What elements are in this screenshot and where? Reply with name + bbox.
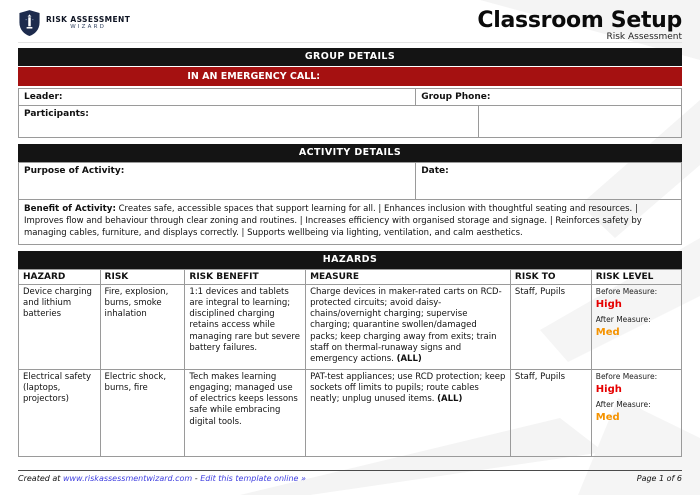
before-measure-label: Before Measure:	[595, 286, 658, 296]
site-link[interactable]: www.riskassessmentwizard.com	[62, 474, 193, 483]
group-details-header: GROUP DETAILS	[18, 48, 682, 66]
benefit-text: Creates safe, accessible spaces that support learning for all. | Enhances inclusion with thoughtful seating and resources. | Improves flow and behaviour through clear zoning and routines. | Increases efficiency with organised storage and signage. | Reinforces safety by managing cables, furniture, and displays correctly. | Supports wellbeing via lighting, ventilation, and calm aesthetics.	[24, 204, 642, 238]
col-measure: MEASURE	[306, 269, 511, 284]
risk-benefit-cell: Tech makes learning engaging; managed use of electrics keeps lessons safe while embracing digital tools.	[185, 369, 306, 456]
activity-details-header: ACTIVITY DETAILS	[18, 144, 682, 162]
risk-benefit-cell: 1:1 devices and tablets are integral to learning; disciplined charging retains access while managing rare but severe battery failures.	[185, 284, 306, 369]
emergency-call-label: IN AN EMERGENCY CALL:	[187, 71, 321, 82]
before-measure-value: High	[595, 298, 622, 310]
measure-cell	[306, 284, 511, 369]
brand-text	[46, 16, 130, 31]
col-hazard: HAZARD	[19, 269, 101, 284]
footer-created-line	[18, 474, 306, 483]
brand-logo	[18, 9, 130, 37]
risk-level-cell	[591, 284, 681, 369]
document-footer	[18, 470, 682, 483]
hazards-header: HAZARDS	[18, 251, 682, 269]
participants-label: Participants:	[19, 106, 479, 137]
hazard-cell: Electrical safety (laptops, projectors)	[19, 369, 101, 456]
leader-label: Leader:	[19, 89, 416, 105]
col-risk-benefit: RISK BENEFIT	[185, 269, 306, 284]
document-header	[18, 0, 682, 43]
table-row	[19, 369, 682, 456]
measure-all-tag: (ALL)	[396, 353, 422, 364]
activity-details-section	[18, 144, 682, 245]
risk-cell: Electric shock, burns, fire	[100, 369, 185, 456]
hazards-column-header-row	[19, 269, 682, 284]
measure-text: PAT-test appliances; use RCD protection; keep sockets off limits to pupils; route cables neatly; unplug unused items.	[310, 371, 506, 405]
emergency-call-bar	[18, 67, 682, 86]
risk-level-cell	[591, 369, 681, 456]
benefit-row	[18, 200, 682, 245]
purpose-label: Purpose of Activity:	[19, 163, 416, 199]
edit-template-link[interactable]: Edit this template online »	[200, 474, 306, 483]
risk-to-cell: Staff, Pupils	[510, 284, 591, 369]
brand-subname: WIZARD	[70, 24, 107, 31]
page-number: Page 1 of 6	[636, 474, 682, 483]
before-measure-value: High	[595, 383, 622, 395]
before-measure-label: Before Measure:	[595, 371, 658, 381]
after-measure-label: After Measure:	[595, 399, 651, 409]
brand-name: RISK ASSESSMENT	[46, 14, 131, 24]
shield-lighthouse-icon	[18, 9, 41, 37]
group-details-section	[18, 48, 682, 138]
risk-to-cell: Staff, Pupils	[510, 369, 591, 456]
risk-cell: Fire, explosion, burns, smoke inhalation	[100, 284, 185, 369]
measure-text: Charge devices in maker-rated carts on RCD-protected circuits; avoid daisy-chains/overnight charging; supervise charging; quarantine swollen/damaged packs; keep charging away from exits; train staff on thermal-runaway signs and emergency actions.	[310, 286, 502, 364]
participants-row	[18, 106, 682, 138]
after-measure-value: Med	[595, 326, 620, 338]
page-subtitle: Risk Assessment	[606, 32, 682, 43]
group-phone-label: Group Phone:	[421, 92, 491, 102]
hazard-cell: Device charging and lithium batteries	[19, 284, 101, 369]
col-risk-to: RISK TO	[510, 269, 591, 284]
after-measure-value: Med	[595, 411, 620, 423]
measure-cell	[306, 369, 511, 456]
hazards-section	[18, 251, 682, 457]
page-title: Classroom Setup	[477, 8, 682, 33]
leader-row	[18, 88, 682, 106]
table-row	[19, 284, 682, 369]
participants-value-area	[479, 106, 681, 137]
title-block	[477, 9, 682, 43]
col-risk: RISK	[100, 269, 185, 284]
benefit-label: Benefit of Activity:	[24, 204, 116, 214]
footer-separator: -	[192, 474, 201, 483]
col-risk-level: RISK LEVEL	[591, 269, 681, 284]
created-at-text: Created at	[18, 474, 63, 483]
after-measure-label: After Measure:	[595, 314, 651, 324]
date-label: Date:	[421, 166, 449, 176]
purpose-row	[18, 162, 682, 200]
measure-all-tag: (ALL)	[437, 394, 463, 405]
hazards-table	[18, 269, 682, 457]
